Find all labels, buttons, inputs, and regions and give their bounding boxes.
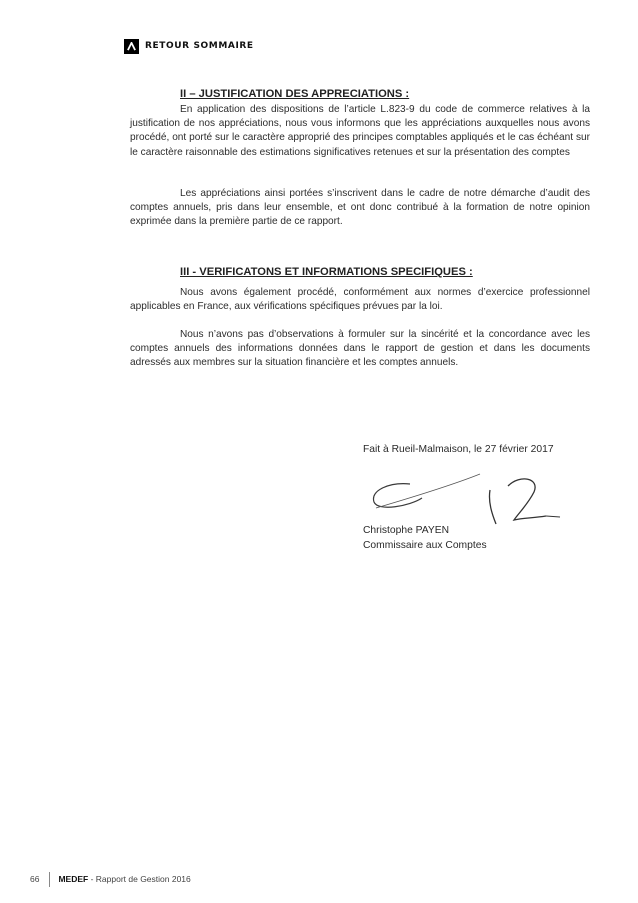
place-date: Fait à Rueil-Malmaison, le 27 février 2017 xyxy=(363,444,554,455)
footer-brand: MEDEF xyxy=(58,874,89,884)
signatory-name: Christophe PAYEN xyxy=(363,525,450,536)
footer-divider xyxy=(49,872,50,887)
footer-subtitle: - Rapport de Gestion 2016 xyxy=(88,874,191,884)
section-2-paragraph-2: Les appréciations ainsi portées s’inscrivent dans le cadre de notre démarche d’audit des comptes annuels, pris dans leur ensemble, et ont donc contribué à la formation de notre opinion exprimée dans la première partie de ce rapport. xyxy=(130,188,590,228)
section-2-heading: II – JUSTIFICATION DES APPRECIATIONS : xyxy=(180,88,410,100)
page-footer xyxy=(30,871,191,887)
page-number: 66 xyxy=(30,874,40,884)
section-3-heading: III - VERIFICATONS ET INFORMATIONS SPECIFIQUES : xyxy=(180,266,473,278)
section-2-paragraph-1: En application des dispositions de l’article L.823-9 du code de commerce relatives à la justification de nos appréciations, nous vous informons que les appréciations auxquelles nous avons procédé, ont porté sur le caractère approprié des principes comptables appliqués et le cas échéant sur le caractère raisonnable des estimations significatives retenues et sur la présentation des comptes xyxy=(130,104,590,158)
section-3-paragraph-1: Nous avons également procédé, conformément aux normes d’exercice professionnel applicables en France, aux vérifications spécifiques prévues par la loi. xyxy=(130,287,590,313)
handwritten-signature xyxy=(350,468,580,528)
signatory-title: Commissaire aux Comptes xyxy=(363,540,487,551)
retour-sommaire-label: RETOUR SOMMAIRE xyxy=(145,41,254,51)
section-3-paragraph-2: Nous n’avons pas d’observations à formuler sur la sincérité et la concordance avec les comptes annuels des informations données dans le rapport de gestion et dans les documents adressés aux membres sur la situation financière et les comptes annuels. xyxy=(130,329,590,369)
